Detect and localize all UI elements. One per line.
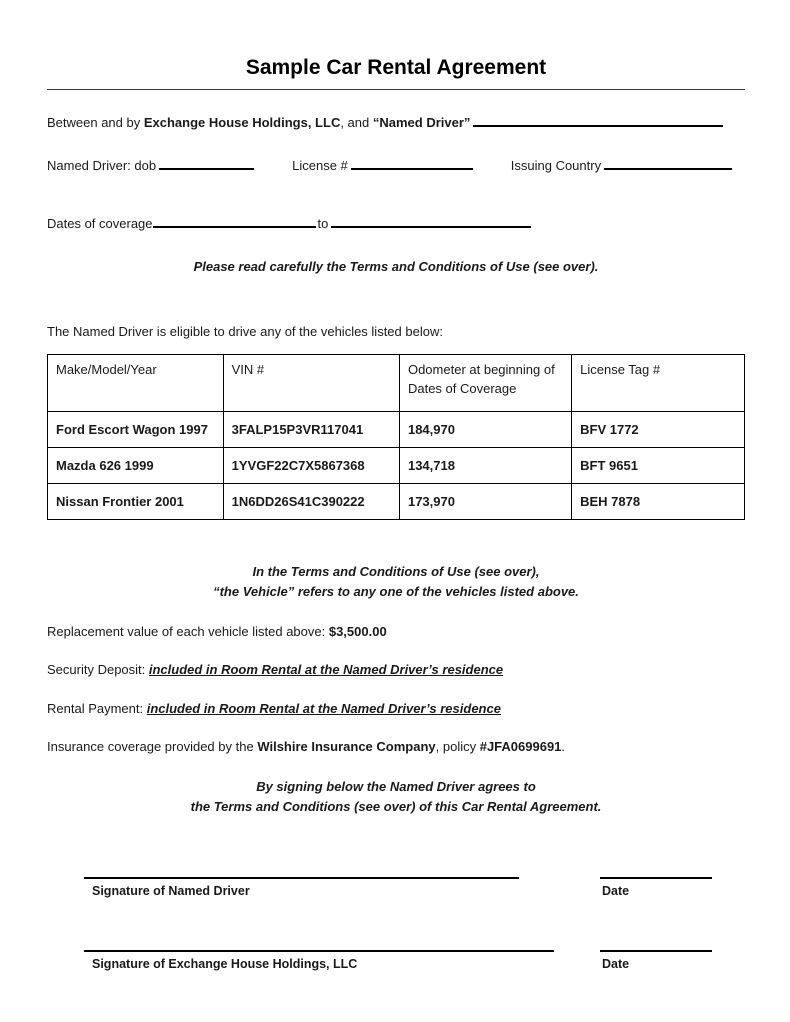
license-label: License # — [292, 158, 348, 174]
vehicle-vin: 1YVGF22C7X5867368 — [223, 447, 399, 483]
insurance-company: Wilshire Insurance Company — [257, 738, 436, 754]
vehicle-odometer: 173,970 — [399, 483, 571, 519]
issuing-country-blank — [604, 155, 732, 170]
table-row — [48, 411, 745, 447]
coverage-label: Dates of coverage — [47, 215, 153, 231]
driver-signature-label: Signature of Named Driver — [92, 884, 250, 899]
vehicle-vin: 3FALP15P3VR117041 — [223, 411, 399, 447]
header-vin: VIN # — [223, 354, 399, 411]
company-date-line — [600, 948, 712, 952]
issuing-country-label: Issuing Country — [510, 158, 602, 174]
signing-note-line1: By signing below the Named Driver agrees to — [256, 779, 536, 795]
vehicle-odometer: 184,970 — [399, 411, 571, 447]
security-deposit-line — [47, 662, 745, 678]
company-signature-block — [84, 948, 554, 971]
signing-note-line2: the Terms and Conditions (see over) of this Car Rental Agreement. — [190, 799, 602, 815]
company-date-block — [600, 948, 712, 971]
driver-info-line — [47, 155, 745, 174]
insurance-prefix: Insurance coverage provided by the — [47, 738, 258, 754]
header-make-model-year: Make/Model/Year — [48, 354, 224, 411]
vehicle-tag: BEH 7878 — [572, 483, 745, 519]
table-row — [48, 447, 745, 483]
coverage-line — [47, 213, 745, 232]
terms-note-line1: In the Terms and Conditions of Use (see over), — [252, 563, 540, 579]
dob-label: Named Driver: dob — [47, 158, 157, 174]
dob-blank — [159, 155, 254, 170]
driver-signature-line — [84, 875, 519, 879]
security-deposit-value: included in Room Rental at the Named Driver’s residence — [148, 662, 504, 678]
terms-reference-note — [47, 562, 745, 602]
eligibility-text: The Named Driver is eligible to drive any of the vehicles listed below: — [47, 323, 443, 339]
vehicle-tag: BFV 1772 — [572, 411, 745, 447]
company-date-label: Date — [602, 957, 630, 972]
document-title: Sample Car Rental Agreement — [245, 56, 547, 79]
company-signature-line — [84, 948, 554, 952]
security-deposit-label: Security Deposit: — [47, 662, 149, 678]
parties-prefix: Between and by — [47, 115, 144, 130]
terms-note-line2: “the Vehicle” refers to any one of the vehicles listed above. — [213, 583, 579, 599]
vehicle-vin: 1N6DD26S41C390222 — [223, 483, 399, 519]
read-carefully-notice: Please read carefully the Terms and Conditions of Use (see over). — [193, 258, 599, 274]
driver-date-label: Date — [602, 884, 630, 899]
coverage-start-blank — [153, 213, 316, 228]
vehicle-make: Ford Escort Wagon 1997 — [48, 411, 224, 447]
rental-payment-value: included in Room Rental at the Named Driver’s residence — [146, 700, 501, 716]
vehicle-odometer: 134,718 — [399, 447, 571, 483]
signing-agreement-note — [47, 777, 745, 817]
header-license-tag: License Tag # — [572, 354, 745, 411]
rental-payment-line — [47, 701, 745, 717]
coverage-end-blank — [331, 213, 531, 228]
vehicle-tag: BFT 9651 — [572, 447, 745, 483]
insurance-policy-prefix: , policy — [435, 738, 480, 754]
insurance-policy-number: #JFA0699691 — [479, 738, 562, 754]
company-name: Exchange House Holdings, LLC — [143, 115, 341, 130]
parties-line — [47, 112, 745, 131]
parties-and: , and — [340, 115, 373, 130]
driver-date-block — [600, 875, 712, 898]
insurance-suffix: . — [561, 738, 566, 754]
table-header-row — [48, 354, 745, 411]
table-row — [48, 483, 745, 519]
company-signature-label: Signature of Exchange House Holdings, LLC — [92, 957, 358, 972]
replacement-value-line — [47, 624, 745, 640]
company-signature-row — [47, 948, 745, 971]
vehicle-make: Nissan Frontier 2001 — [48, 483, 224, 519]
named-driver-term: “Named Driver” — [372, 115, 471, 130]
vehicle-make: Mazda 626 1999 — [48, 447, 224, 483]
driver-signature-block — [84, 875, 519, 898]
rental-payment-label: Rental Payment: — [47, 700, 147, 716]
vehicles-table — [47, 354, 745, 520]
replacement-label: Replacement value of each vehicle listed above: — [47, 624, 329, 640]
insurance-line — [47, 739, 745, 755]
coverage-to-label: to — [317, 215, 329, 231]
driver-signature-row — [47, 875, 745, 898]
named-driver-blank — [473, 112, 723, 127]
header-odometer: Odometer at beginning of Dates of Coverage — [399, 354, 571, 411]
driver-date-line — [600, 875, 712, 879]
replacement-value: $3,500.00 — [328, 624, 387, 640]
title-divider — [47, 89, 745, 90]
license-blank — [351, 155, 473, 170]
